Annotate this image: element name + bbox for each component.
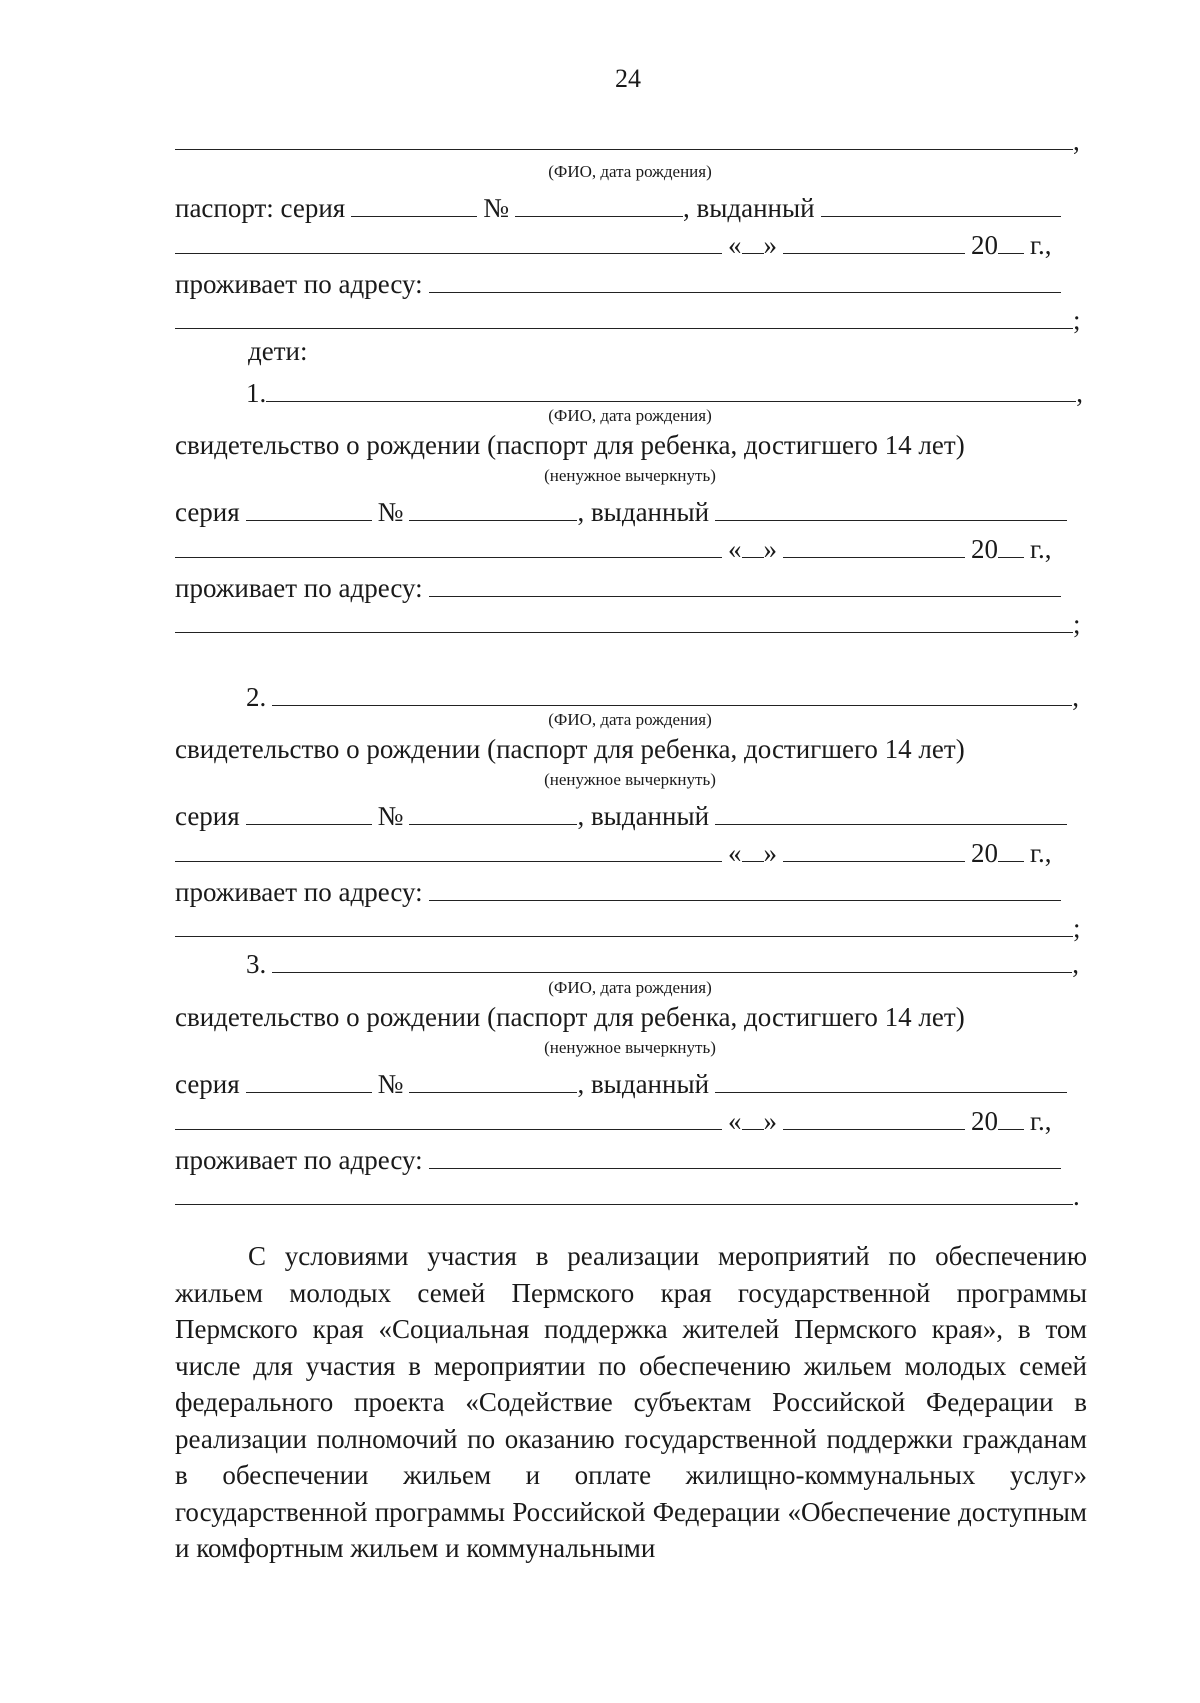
issue-year-field[interactable] — [998, 223, 1024, 254]
issue-day-field[interactable] — [742, 1099, 764, 1130]
issued-by-continued-field[interactable] — [175, 831, 722, 862]
child-3-fio-row — [246, 942, 1086, 982]
child-2-series-row — [175, 794, 1085, 834]
fio-caption: (ФИО, дата рождения) — [548, 710, 712, 729]
applicant-fio-row — [175, 119, 1085, 159]
series-label: серия — [175, 801, 240, 831]
issue-year-field[interactable] — [998, 527, 1024, 558]
child-3-address-continued-row — [175, 1174, 1085, 1214]
issue-day-field[interactable] — [742, 831, 764, 862]
passport-series-field[interactable] — [351, 186, 477, 217]
applicant-passport-row — [175, 186, 1085, 226]
child-fio-field[interactable] — [266, 371, 1076, 402]
issue-day-field[interactable] — [742, 223, 764, 254]
end-mark: ; — [1073, 913, 1081, 943]
address-label: проживает по адресу: — [175, 877, 423, 907]
year-prefix: 20 — [971, 838, 998, 868]
child-1-certificate-row: свидетельство о рождении (паспорт для ребенка, достигшего 14 лет) — [175, 430, 965, 460]
number-sign: № — [377, 801, 404, 831]
comma-mark: , — [1073, 126, 1080, 156]
child-3-address-row — [175, 1138, 1085, 1178]
year-suffix: г., — [1030, 1106, 1052, 1136]
applicant-issue-date-row — [175, 223, 1085, 263]
child-3-issue-date-row — [175, 1099, 1085, 1139]
issue-month-field[interactable] — [783, 1099, 965, 1130]
address-field[interactable] — [429, 566, 1061, 597]
child-2-address-continued-row — [175, 906, 1085, 946]
issue-month-field[interactable] — [783, 527, 965, 558]
address-continued-field[interactable] — [175, 906, 1073, 937]
series-label: серия — [175, 1069, 240, 1099]
applicant-address-row — [175, 262, 1085, 302]
quote-open: « — [728, 1106, 742, 1136]
strike-caption: (ненужное вычеркнуть) — [544, 770, 716, 789]
issued-label: , выданный — [577, 1069, 710, 1099]
quote-close: » — [763, 838, 777, 868]
applicant-fio-field[interactable] — [175, 119, 1073, 150]
child-3-certificate-row: свидетельство о рождении (паспорт для ребенка, достигшего 14 лет) — [175, 1002, 965, 1032]
passport-label: паспорт: серия — [175, 193, 346, 223]
quote-open: « — [728, 838, 742, 868]
issued-by-continued-field[interactable] — [175, 1099, 722, 1130]
child-1-fio-row — [246, 371, 1086, 411]
child-2-issue-date-row — [175, 831, 1085, 871]
issued-by-field[interactable] — [821, 186, 1061, 217]
year-suffix: г., — [1030, 534, 1052, 564]
issued-by-continued-field[interactable] — [175, 527, 722, 558]
issued-by-continued-field[interactable] — [175, 223, 722, 254]
number-field[interactable] — [409, 490, 577, 521]
applicant-address-continued-row — [175, 298, 1085, 338]
year-suffix: г., — [1030, 230, 1052, 260]
address-continued-field[interactable] — [175, 1174, 1073, 1205]
child-2-fio-row — [246, 675, 1086, 715]
year-prefix: 20 — [971, 1106, 998, 1136]
child-fio-field[interactable] — [272, 675, 1072, 706]
quote-close: » — [763, 230, 777, 260]
address-continued-field[interactable] — [175, 298, 1073, 329]
fio-caption: (ФИО, дата рождения) — [548, 162, 712, 181]
address-field[interactable] — [429, 1138, 1061, 1169]
child-1-address-row — [175, 566, 1085, 606]
child-index: 2. — [246, 682, 267, 712]
address-field[interactable] — [429, 262, 1061, 293]
number-field[interactable] — [409, 794, 577, 825]
quote-open: « — [728, 534, 742, 564]
number-sign: № — [377, 497, 404, 527]
end-mark: ; — [1073, 609, 1081, 639]
semicolon-mark: ; — [1073, 305, 1081, 335]
child-2-certificate-row: свидетельство о рождении (паспорт для ребенка, достигшего 14 лет) — [175, 734, 965, 764]
issued-label: , выданный — [683, 193, 815, 223]
year-suffix: г., — [1030, 838, 1052, 868]
passport-number-field[interactable] — [515, 186, 683, 217]
fio-caption: (ФИО, дата рождения) — [548, 406, 712, 425]
comma-mark: , — [1072, 682, 1079, 712]
issued-label: , выданный — [577, 497, 710, 527]
issue-month-field[interactable] — [783, 223, 965, 254]
year-prefix: 20 — [971, 230, 998, 260]
address-label: проживает по адресу: — [175, 269, 423, 299]
issued-by-field[interactable] — [715, 1062, 1067, 1093]
children-label: дети: — [248, 336, 308, 366]
quote-open: « — [728, 230, 742, 260]
comma-mark: , — [1076, 378, 1083, 408]
issue-year-field[interactable] — [998, 1099, 1024, 1130]
conditions-paragraph: С условиями участия в реализации мероприятий по обеспечению жильем молодых семей Пермского края государственной программы Пермского края «Социальная поддержка жителей Пермского края», в том числе для участия в мероприятии по обеспечению жильем молодых семей федерального проекта «Содействие субъектам Российской Федерации в реализации полномочий по оказанию государственной поддержки гражданам в обеспечении жильем и оплате жилищно-коммунальных услуг» государственной программы Российской Федерации «Обеспечение доступным и комфортным жильем и коммунальными — [175, 1241, 1087, 1563]
issued-by-field[interactable] — [715, 794, 1067, 825]
series-field[interactable] — [246, 794, 372, 825]
series-field[interactable] — [246, 1062, 372, 1093]
year-prefix: 20 — [971, 534, 998, 564]
issued-label: , выданный — [577, 801, 710, 831]
quote-close: » — [763, 534, 777, 564]
number-sign: № — [483, 193, 509, 223]
end-mark: . — [1073, 1181, 1080, 1211]
child-1-issue-date-row — [175, 527, 1085, 567]
number-sign: № — [377, 1069, 404, 1099]
fio-caption: (ФИО, дата рождения) — [548, 978, 712, 997]
child-1-series-row — [175, 490, 1085, 530]
address-label: проживает по адресу: — [175, 573, 423, 603]
issue-year-field[interactable] — [998, 831, 1024, 862]
address-label: проживает по адресу: — [175, 1145, 423, 1175]
quote-close: » — [763, 1106, 777, 1136]
child-index: 3. — [246, 949, 267, 979]
issue-month-field[interactable] — [783, 831, 965, 862]
address-field[interactable] — [429, 870, 1061, 901]
series-field[interactable] — [246, 490, 372, 521]
page-number: 24 — [615, 64, 641, 93]
child-2-address-row — [175, 870, 1085, 910]
address-continued-field[interactable] — [175, 602, 1073, 633]
child-index: 1. — [246, 378, 267, 408]
child-1-address-continued-row — [175, 602, 1085, 642]
strike-caption: (ненужное вычеркнуть) — [544, 466, 716, 485]
strike-caption: (ненужное вычеркнуть) — [544, 1038, 716, 1057]
series-label: серия — [175, 497, 240, 527]
comma-mark: , — [1072, 949, 1079, 979]
child-3-series-row — [175, 1062, 1085, 1102]
number-field[interactable] — [409, 1062, 577, 1093]
issue-day-field[interactable] — [742, 527, 764, 558]
issued-by-field[interactable] — [715, 490, 1067, 521]
child-fio-field[interactable] — [272, 942, 1072, 973]
